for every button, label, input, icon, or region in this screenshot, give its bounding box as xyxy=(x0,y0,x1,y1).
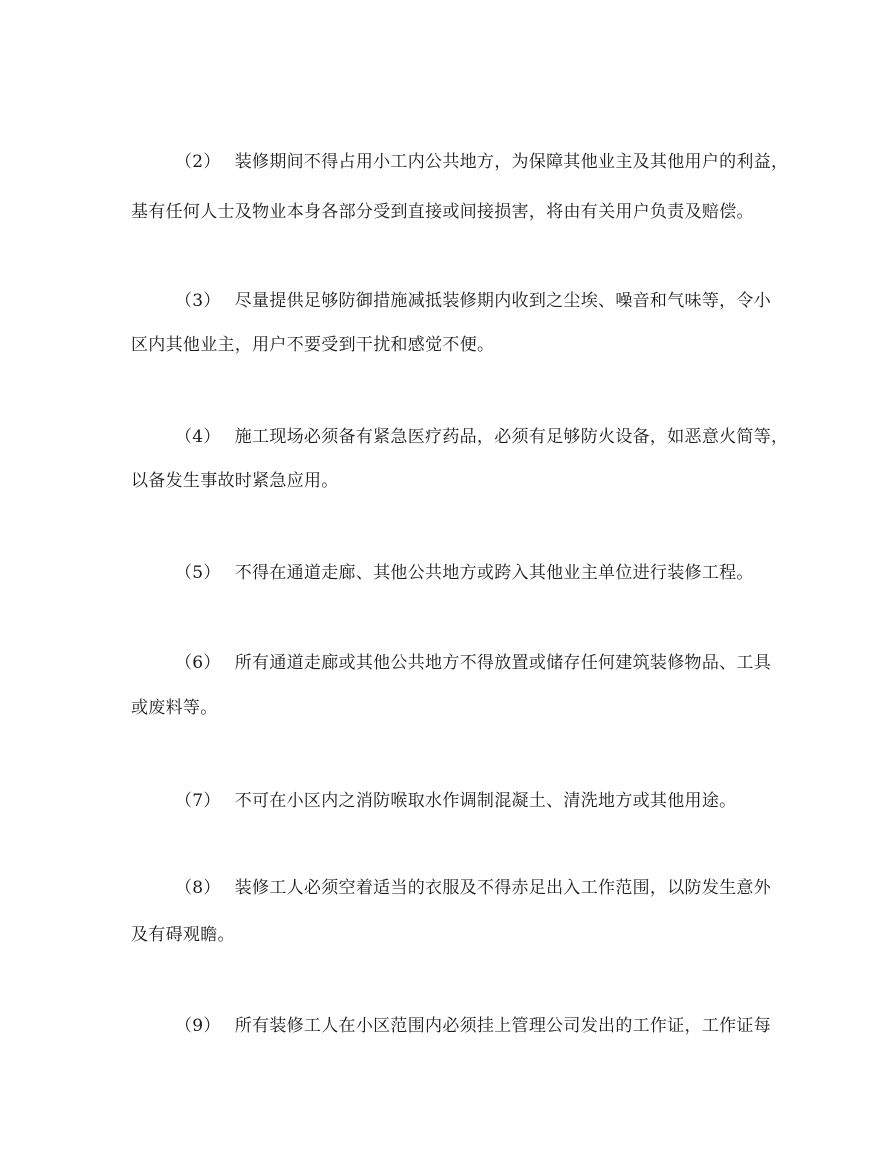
paragraph-6-line-1 xyxy=(175,651,771,675)
paragraph-9-line-1 xyxy=(175,1014,771,1038)
paragraph-3-line-2: 区内其他业主，用户不要受到干扰和感觉不便。 xyxy=(131,335,495,355)
paragraph-4-line-1 xyxy=(175,425,788,449)
paragraph-7-line-1 xyxy=(175,789,736,813)
paragraph-5-number: （5） xyxy=(175,563,221,583)
paragraph-6-text: 所有通道走廊或其他公共地方不得放置或储存任何建筑装修物品、工具 xyxy=(234,653,772,673)
paragraph-8-line-1 xyxy=(175,876,771,900)
paragraph-4-number: （4） xyxy=(175,427,221,447)
paragraph-6-line-2: 或废料等。 xyxy=(131,698,218,718)
paragraph-9-number: （9） xyxy=(175,1016,221,1036)
paragraph-4-text: 施工现场必须备有紧急医疗药品，必须有足够防火设备，如恶意火简等， xyxy=(234,427,789,447)
paragraph-5-text: 不得在通道走廊、其他公共地方或跨入其他业主单位进行装修工程。 xyxy=(234,563,754,583)
paragraph-9-text: 所有装修工人在小区范围内必须挂上管理公司发出的工作证，工作证每 xyxy=(234,1016,772,1036)
paragraph-6-number: （6） xyxy=(175,653,221,673)
paragraph-2-number: （2） xyxy=(175,152,221,172)
paragraph-8-line-2: 及有碍观瞻。 xyxy=(131,925,235,945)
paragraph-3-text: 尽量提供足够防御措施减抵装修期内收到之尘埃、噪音和气味等，令小 xyxy=(234,291,772,311)
paragraph-7-text: 不可在小区内之消防喉取水作调制混凝土、清洗地方或其他用途。 xyxy=(234,791,737,811)
paragraph-3-number: （3） xyxy=(175,291,221,311)
paragraph-2-line-2: 基有任何人士及物业本身各部分受到直接或间接损害，将由有关用户负责及赔偿。 xyxy=(131,202,754,222)
paragraph-4-line-2: 以备发生事故时紧急应用。 xyxy=(131,471,339,491)
paragraph-8-number: （8） xyxy=(175,878,221,898)
paragraph-7-number: （7） xyxy=(175,791,221,811)
paragraph-3-line-1 xyxy=(175,289,771,313)
paragraph-5-line-1 xyxy=(175,561,754,585)
paragraph-2-text: 装修期间不得占用小工内公共地方，为保障其他业主及其他用户的利益， xyxy=(234,152,789,172)
paragraph-8-text: 装修工人必须空着适当的衣服及不得赤足出入工作范围，以防发生意外 xyxy=(234,878,772,898)
paragraph-2-line-1 xyxy=(175,150,788,174)
